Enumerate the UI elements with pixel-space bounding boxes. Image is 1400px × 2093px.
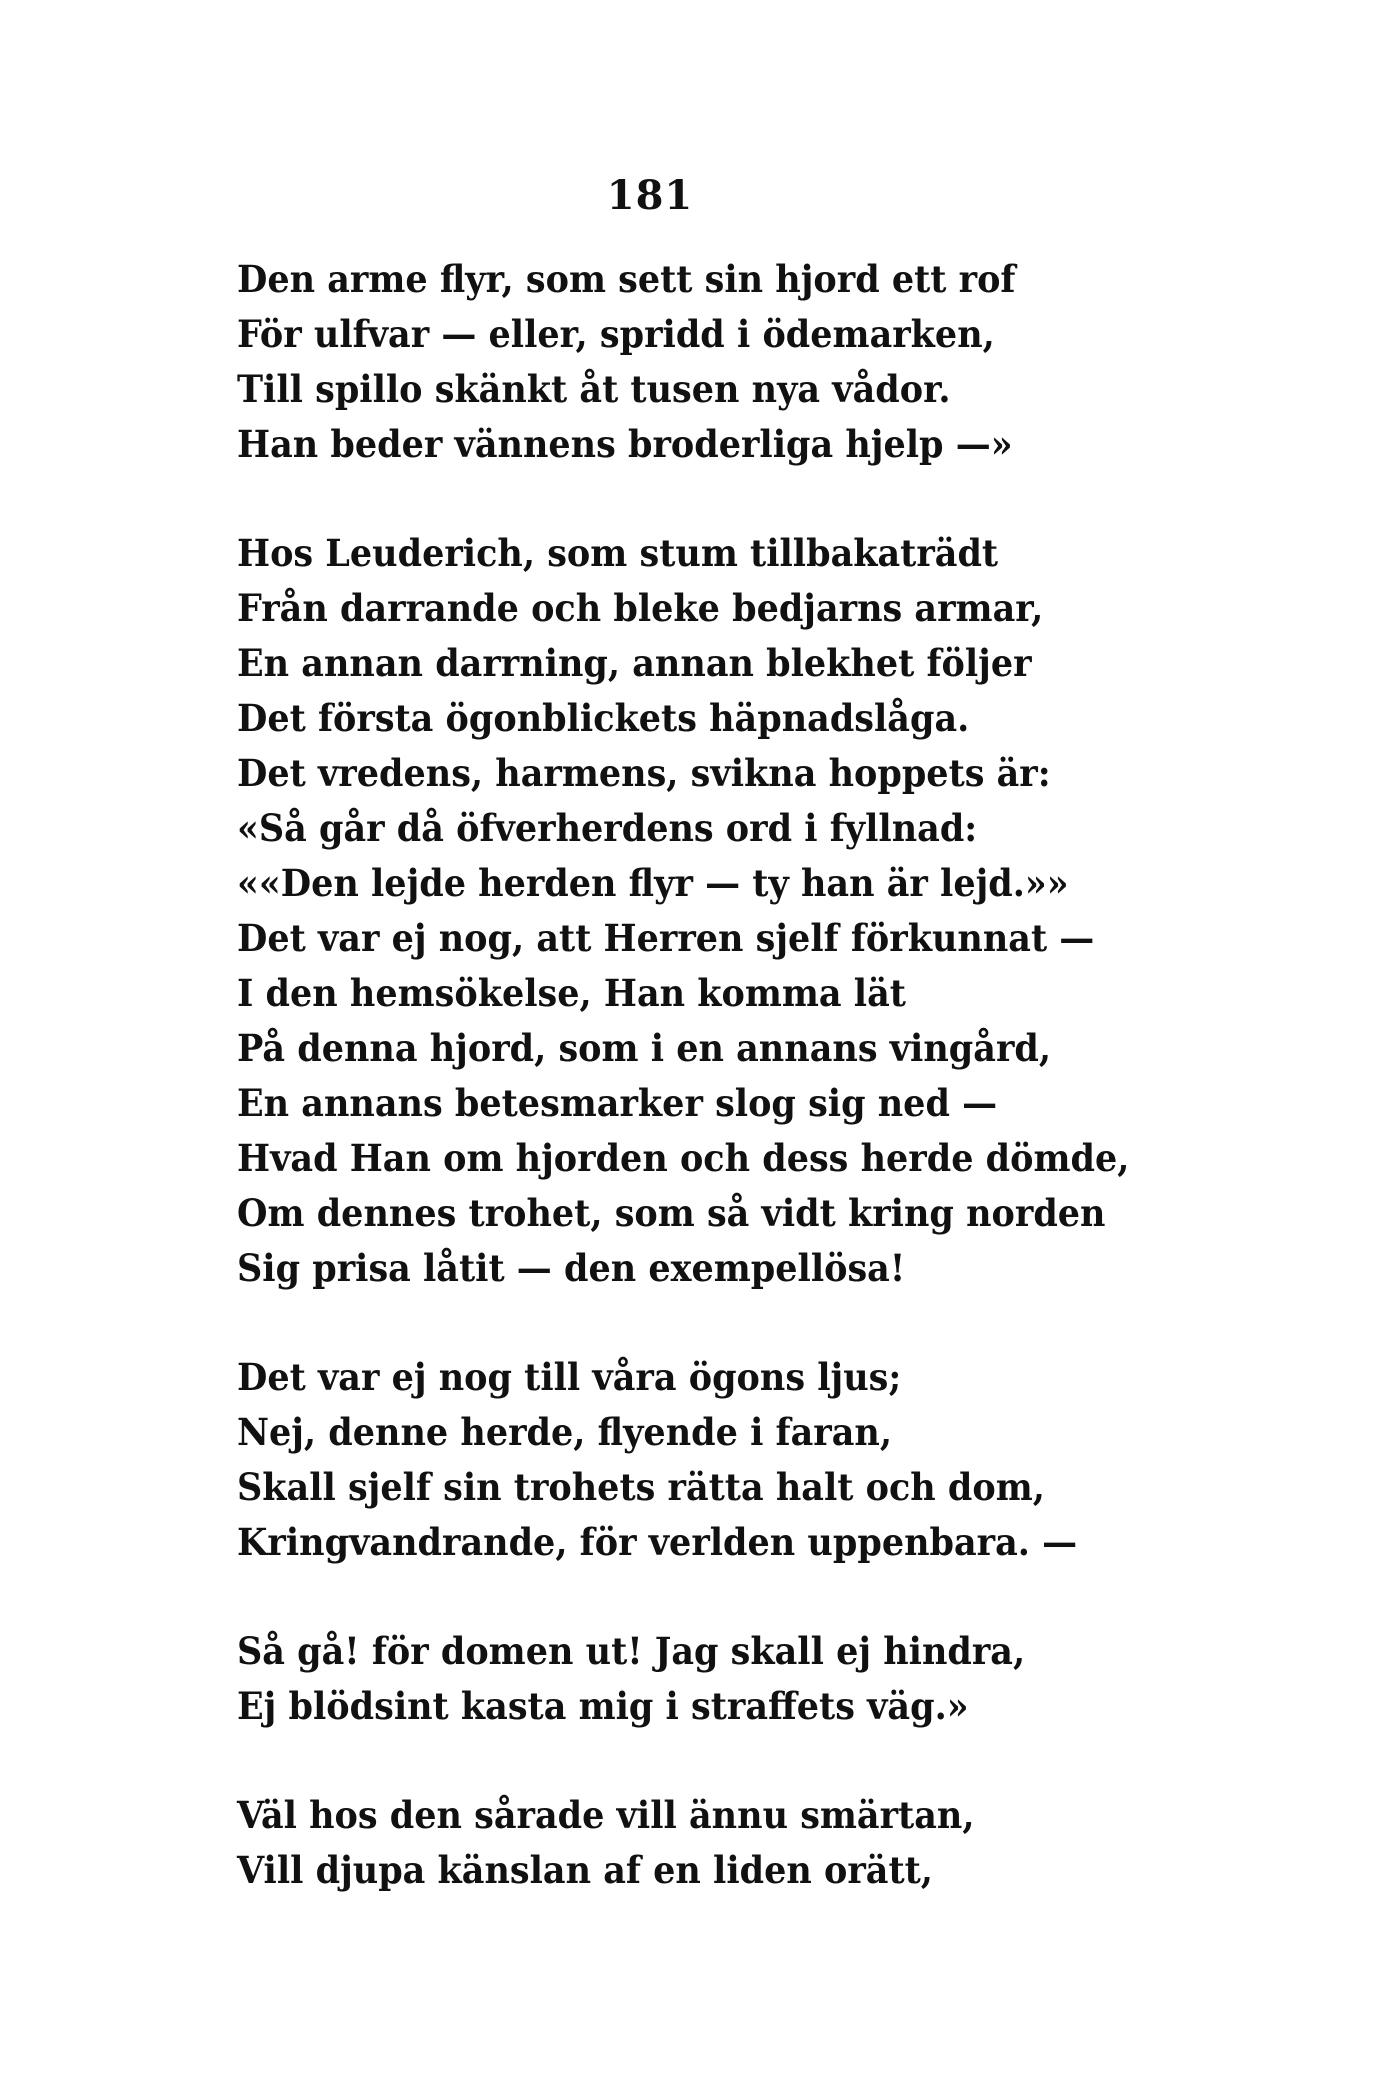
poem-line: Ej blödsint kasta mig i straffets väg.» bbox=[237, 1684, 969, 1729]
stanza-gap bbox=[237, 1296, 1297, 1350]
poem-line: Han beder vännens broderliga hjelp —» bbox=[237, 422, 1013, 467]
poem-line: I den hemsökelse, Han komma lät bbox=[237, 971, 906, 1016]
stanza-gap bbox=[237, 472, 1297, 526]
page-number: 181 bbox=[606, 172, 694, 219]
stanza-3 bbox=[237, 1350, 1297, 1570]
poem-line: Till spillo skänkt åt tusen nya vådor. bbox=[237, 367, 951, 412]
poem-line: Det första ögonblickets häpnadslåga. bbox=[237, 696, 970, 741]
stanza-gap bbox=[237, 1570, 1297, 1624]
poem-line: Nej, denne herde, flyende i faran, bbox=[237, 1410, 893, 1455]
poem-line: Hos Leuderich, som stum tillbakaträdt bbox=[237, 531, 999, 576]
poem-line: Det var ej nog, att Herren sjelf förkunnat — bbox=[237, 916, 1095, 961]
stanza-2 bbox=[237, 526, 1297, 1296]
poem-line: Det var ej nog till våra ögons ljus; bbox=[237, 1355, 902, 1400]
poem-line: På denna hjord, som i en annans vingård, bbox=[237, 1026, 1052, 1071]
poem-line: Sig prisa låtit — den exempellösa! bbox=[237, 1246, 906, 1291]
poem-line: En annans betesmarker slog sig ned — bbox=[237, 1081, 998, 1126]
poem-line: Om dennes trohet, som så vidt kring norden bbox=[237, 1191, 1106, 1236]
stanza-5 bbox=[237, 1788, 1297, 1898]
poem-line: En annan darrning, annan blekhet följer bbox=[237, 641, 1032, 686]
poem-line: Från darrande och bleke bedjarns armar, bbox=[237, 586, 1044, 631]
poem-line: Skall sjelf sin trohets rätta halt och dom, bbox=[237, 1465, 1045, 1510]
stanza-1 bbox=[237, 252, 1297, 472]
poem-text bbox=[237, 252, 1297, 1898]
poem-line: Den arme flyr, som sett sin hjord ett rof bbox=[237, 257, 1016, 302]
poem-line: Kringvandrande, för verlden uppenbara. — bbox=[237, 1520, 1078, 1565]
poem-line: För ulfvar — eller, spridd i ödemarken, bbox=[237, 312, 995, 357]
stanza-4 bbox=[237, 1624, 1297, 1734]
poem-line: Hvad Han om hjorden och dess herde dömde, bbox=[237, 1136, 1130, 1181]
stanza-gap bbox=[237, 1734, 1297, 1788]
poem-line: Det vredens, harmens, svikna hoppets är: bbox=[237, 751, 1051, 796]
poem-line: «Så går då öfverherdens ord i fyllnad: bbox=[237, 806, 978, 851]
poem-line: Så gå! för domen ut! Jag skall ej hindra, bbox=[237, 1629, 1026, 1674]
poem-line: ««Den lejde herden flyr — ty han är lejd.»» bbox=[237, 861, 1069, 906]
poem-line: Vill djupa känslan af en liden orätt, bbox=[237, 1848, 933, 1893]
poem-line: Väl hos den sårade vill ännu smärtan, bbox=[237, 1793, 975, 1838]
